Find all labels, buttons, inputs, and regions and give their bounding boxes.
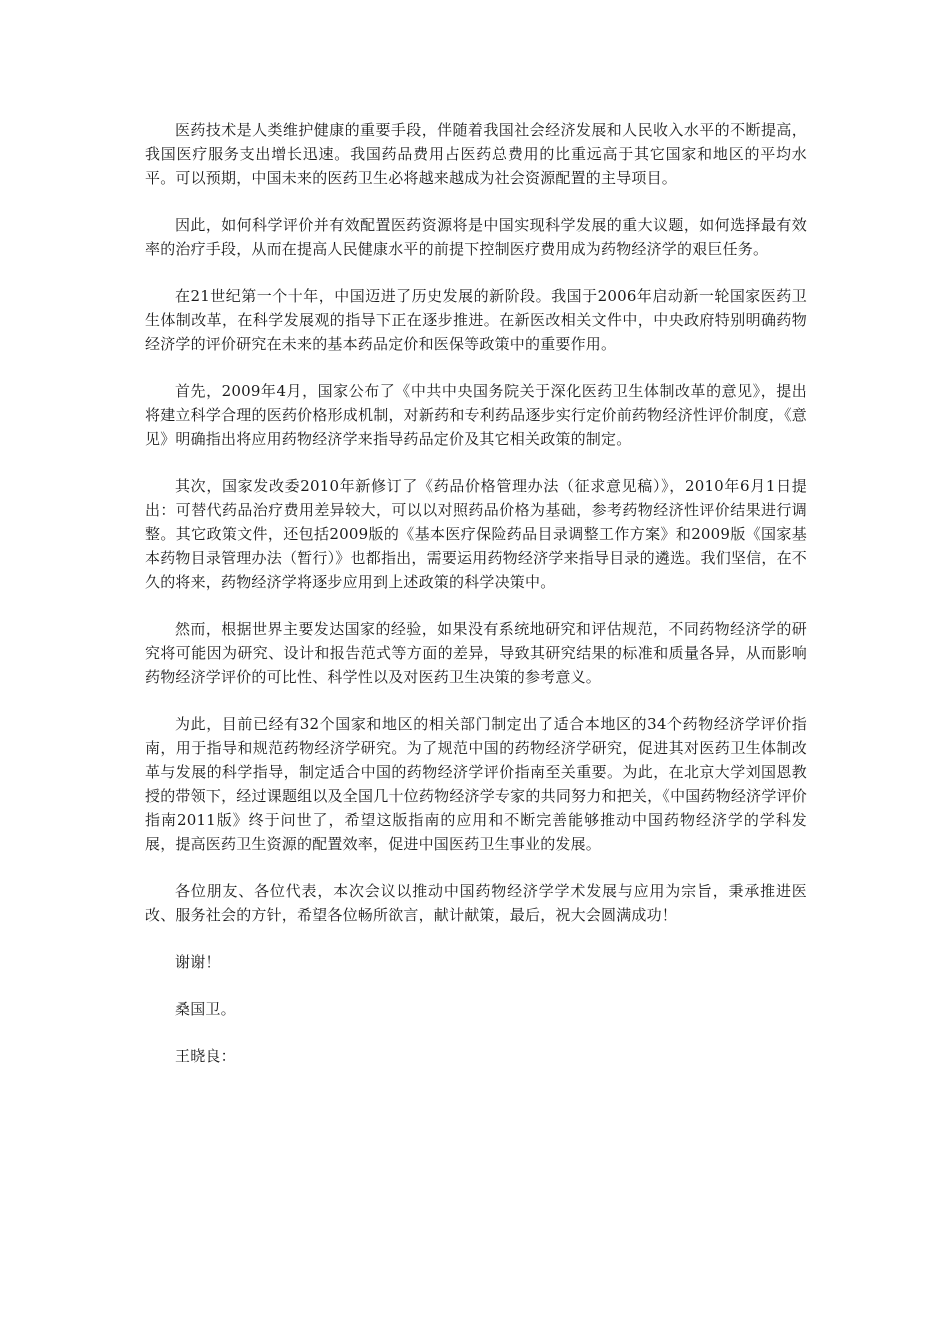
paragraph-2: 因此，如何科学评价并有效配置医药资源将是中国实现科学发展的重大议题，如何选择最有效率的治疗手段，从而在提高人民健康水平的前提下控制医疗费用成为药物经济学的艰巨任务。 [145, 216, 807, 258]
paragraph-4: 首先，2009年4月，国家公布了《中共中央国务院关于深化医药卫生体制改革的意见》，提出将建立科学合理的医药价格形成机制，对新药和专利药品逐步实行定价前药物经济性评价制度，《意见》明确指出将应用药物经济学来指导药品定价及其它相关政策的制定。 [145, 382, 807, 448]
paragraph-3: 在21世纪第一个十年，中国迈进了历史发展的新阶段。我国于2006年启动新一轮国家医药卫生体制改革，在科学发展观的指导下正在逐步推进。在新医改相关文件中，中央政府特别明确药物经济学的评价研究在未来的基本药品定价和医保等政策中的重要作用。 [145, 287, 807, 353]
paragraph-7: 为此，目前已经有32个国家和地区的相关部门制定出了适合本地区的34个药物经济学评价指南，用于指导和规范药物经济学研究。为了规范中国的药物经济学研究，促进其对医药卫生体制改革与发展的科学指导，制定适合中国的药物经济学评价指南至关重要。为此，在北京大学刘国恩教授的带领下，经过课题组以及全国几十位药物经济学专家的共同努力和把关，《中国药物经济学评价指南2011版》终于问世了，希望这版指南的应用和不断完善能够推动中国药物经济学的学科发展，提高医药卫生资源的配置效率，促进中国医药卫生事业的发展。 [145, 715, 807, 853]
paragraph-1: 医药技术是人类维护健康的重要手段，伴随着我国社会经济发展和人民收入水平的不断提高，我国医疗服务支出增长迅速。我国药品费用占医药总费用的比重远高于其它国家和地区的平均水平。可以预期，中国未来的医药卫生必将越来越成为社会资源配置的主导项目。 [145, 121, 807, 187]
signature: 桑国卫。 [175, 1000, 236, 1018]
next-speaker: 王晓良： [175, 1047, 236, 1065]
closing-thanks: 谢谢！ [175, 953, 221, 971]
paragraph-6: 然而，根据世界主要发达国家的经验，如果没有系统地研究和评估规范，不同药物经济学的研究将可能因为研究、设计和报告范式等方面的差异，导致其研究结果的标准和质量各异，从而影响药物经济学评价的可比性、科学性以及对医药卫生决策的参考意义。 [145, 620, 807, 686]
paragraph-5: 其次，国家发改委2010年新修订了《药品价格管理办法（征求意见稿）》，2010年6月1日提出：可替代药品治疗费用差异较大，可以以对照药品价格为基础，参考药物经济性评价结果进行调整。其它政策文件，还包括2009版的《基本医疗保险药品目录调整工作方案》和2009版《国家基本药物目录管理办法（暂行）》也都指出，需要运用药物经济学来指导目录的遴选。我们坚信，在不久的将来，药物经济学将逐步应用到上述政策的科学决策中。 [145, 477, 807, 591]
paragraph-8: 各位朋友、各位代表，本次会议以推动中国药物经济学学术发展与应用为宗旨，秉承推进医改、服务社会的方针，希望各位畅所欲言，献计献策，最后，祝大会圆满成功！ [145, 882, 807, 924]
document-body [145, 118, 807, 1091]
